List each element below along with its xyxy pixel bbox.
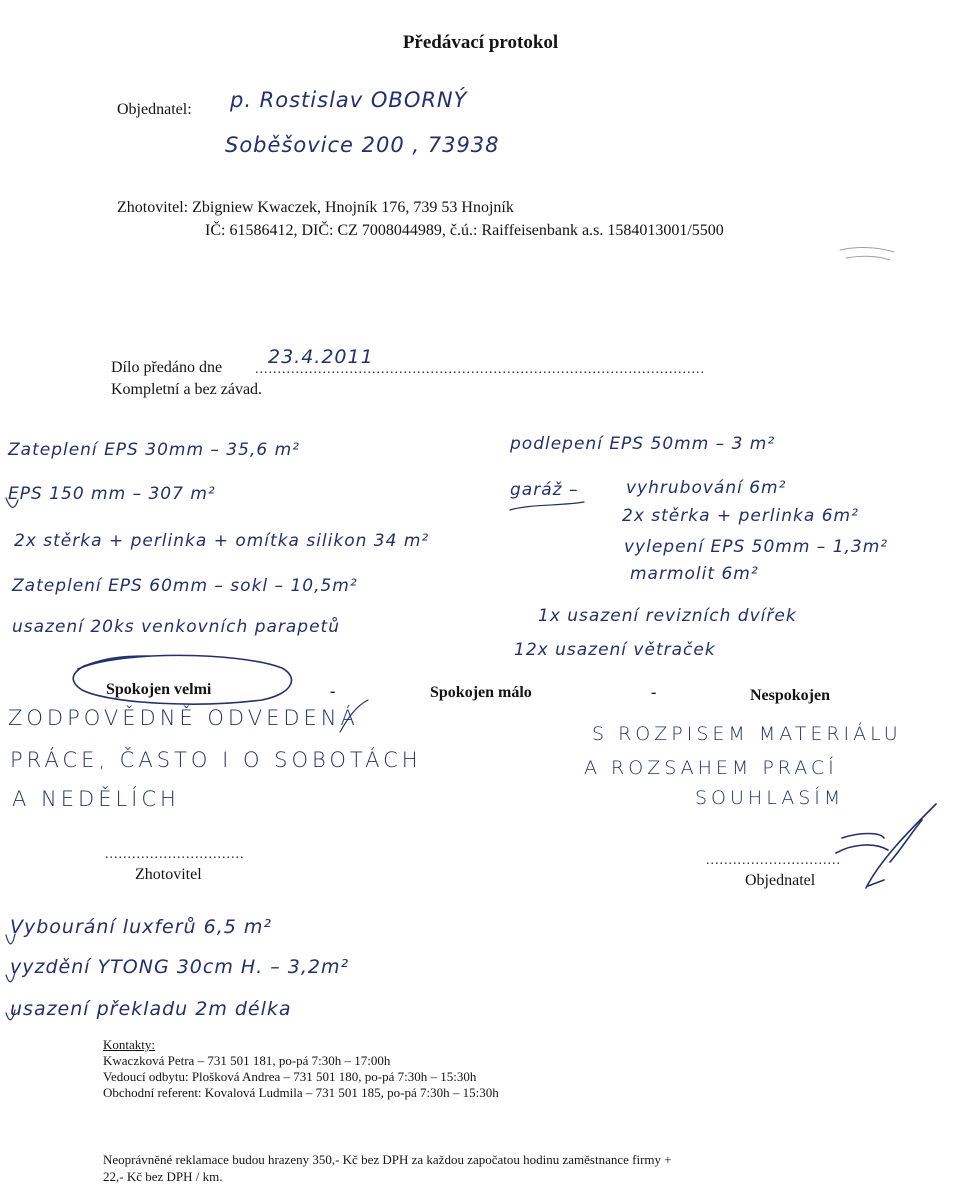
customer-label: Objednatel: [117,101,192,118]
contractor-line-2: IČ: 61586412, DIČ: CZ 7008044989, č.ú.: Raiffeisenbank a.s. 1584013001/5500 [205,222,724,239]
customer-signature-line: .............................. [706,853,841,868]
handover-dotted-line: .................................................................................................... [255,362,705,377]
contact-line: Kwaczková Petra – 731 501 181, po-pá 7:30h – 17:00h [103,1053,391,1068]
comment-right-line: A ROZSAHEM PRACÍ [584,757,838,779]
rating-very-satisfied: Spokojen velmi [106,681,212,698]
rating-little-satisfied: Spokojen málo [430,684,532,701]
work-item: Zateplení EPS 30mm – 35,6 m² [8,440,300,460]
contact-line: Obchodní referent: Kovalová Ludmila – 731 501 185, po-pá 7:30h – 15:30h [103,1085,499,1100]
work-item: usazení 20ks venkovních parapetů [12,617,340,637]
customer-address-handwritten: Soběšovice 200 , 73938 [225,133,500,157]
work-item: 12x usazení větraček [514,640,716,660]
tick-mark [6,1010,15,1020]
rating-circle-mark [73,655,291,704]
work-item: Zateplení EPS 60mm – sokl – 10,5m² [12,576,358,596]
rating-separator: - [330,683,336,700]
work-item: 1x usazení revizních dvířek [538,606,797,626]
contractor-line-1: Zhotovitel: Zbigniew Kwaczek, Hnojník 176, 739 53 Hnojník [117,199,514,216]
comment-right-line: S ROZPISEM MATERIÁLU [592,723,902,745]
garage-underline [510,502,584,510]
document-title: Předávací protokol [402,32,559,53]
contractor-signature-label: Zhotovitel [135,866,202,883]
work-item: 2x stěrka + perlinka + omítka silikon 34 m² [14,531,430,551]
work-item: EPS 150 mm – 307 m² [8,484,216,504]
work-item: podlepení EPS 50mm – 3 m² [510,434,776,454]
work-item: garáž – [510,480,579,500]
rating-separator: - [651,684,657,701]
work-item: vyhrubování 6m² [626,478,787,498]
rating-not-satisfied: Nespokojen [750,687,831,704]
customer-name-handwritten: p. Rostislav OBORNÝ [230,88,468,112]
tick-mark [6,934,15,944]
handover-label: Dílo předáno dne [111,359,223,376]
contacts-heading: Kontakty: [103,1037,155,1052]
work-item: usazení překladu 2m délka [10,998,292,1020]
tick-mark [6,972,15,982]
comment-left-line: PRÁCE, ČASTO I O SOBOTÁCH [10,748,422,772]
comment-right-line: SOUHLASÍM [695,787,845,809]
work-item: Vybourání luxferů 6,5 m² [10,916,273,938]
complete-statement: Kompletní a bez závad. [111,381,263,398]
handover-date-handwritten: 23.4.2011 [268,346,374,368]
customer-signature-label: Objednatel [745,872,816,889]
footer-line: 22,- Kč bez DPH / km. [103,1169,223,1184]
contractor-signature-line: ............................... [105,847,245,862]
stamp-scribble [840,248,894,260]
work-item: vylepení EPS 50mm – 1,3m² [624,537,889,557]
comment-slash [340,700,368,732]
work-item: marmolit 6m² [630,564,759,584]
comment-left-line: ZODPOVĚDNĚ ODVEDENÁ [8,706,359,730]
work-item: vyzdění YTONG 30cm H. – 3,2m² [10,956,350,978]
footer-line: Neoprávněné reklamace budou hrazeny 350,- Kč bez DPH za každou započatou hodinu zaměstnance firmy + [103,1152,672,1167]
customer-signature [836,804,936,888]
contact-line: Vedoucí odbytu: Plošková Andrea – 731 501 180, po-pá 7:30h – 15:30h [103,1069,477,1084]
comment-left-line: A NEDĚLÍCH [12,787,180,811]
tick-mark [6,498,18,507]
work-item: 2x stěrka + perlinka 6m² [622,506,859,526]
